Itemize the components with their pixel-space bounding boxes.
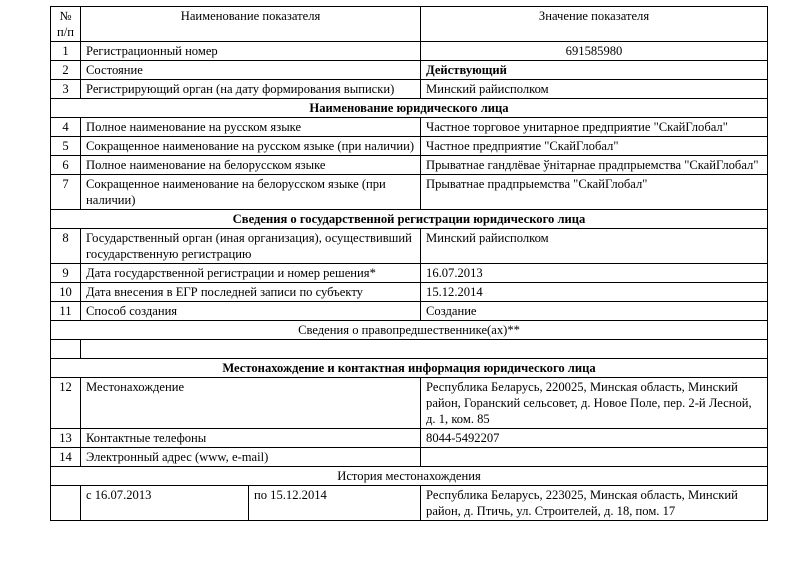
row-value: Частное предприятие "СкайГлобал" [421,137,768,156]
row-num: 4 [51,118,81,137]
row-name: Полное наименование на русском языке [81,118,421,137]
predecessor-title: Сведения о правопредшественнике(ах)** [51,321,768,340]
table-row [51,302,768,321]
row-num: 11 [51,302,81,321]
history-from: с 16.07.2013 [81,486,249,521]
table-row [51,429,768,448]
table-row [51,137,768,156]
row-num: 6 [51,156,81,175]
row-num: 2 [51,61,81,80]
row-value: Создание [421,302,768,321]
row-name: Сокращенное наименование на белорусском языке (при наличии) [81,175,421,210]
row-value [421,448,768,467]
row-num: 10 [51,283,81,302]
row-num: 7 [51,175,81,210]
table-row [51,229,768,264]
header-num: № п/п [51,7,81,42]
table-row [51,80,768,99]
row-value: Частное торговое унитарное предприятие "СкайГлобал" [421,118,768,137]
table-row [51,264,768,283]
section-row [51,321,768,340]
row-value: Республика Беларусь, 220025, Минская область, Минский район, Горанский сельсовет, д. Новое Поле, пер. 2-й Лесной, д. 1, ком. 85 [421,378,768,429]
table-row [51,61,768,80]
empty-cell [51,340,81,359]
registry-extract-table [50,6,768,521]
row-name: Дата внесения в ЕГР последней записи по субъекту [81,283,421,302]
section-title: Местонахождение и контактная информация юридического лица [51,359,768,378]
row-name: Способ создания [81,302,421,321]
row-name: Электронный адрес (www, e-mail) [81,448,421,467]
section-row [51,99,768,118]
row-value: Прыватнае гандлёвае ўнітарнае прадпрыемства "СкайГлобал" [421,156,768,175]
empty-cell [51,486,81,521]
row-value: Минский райисполком [421,80,768,99]
table-row [51,118,768,137]
section-row [51,467,768,486]
row-num: 14 [51,448,81,467]
row-value: Действующий [421,61,768,80]
table-row [51,42,768,61]
history-row [51,486,768,521]
row-name: Состояние [81,61,421,80]
history-address: Республика Беларусь, 223025, Минская область, Минский район, д. Птичь, ул. Строителей, д. 18, пом. 17 [421,486,768,521]
row-value: 16.07.2013 [421,264,768,283]
history-title: История местонахождения [51,467,768,486]
header-name: Наименование показателя [81,7,421,42]
row-value: Минский райисполком [421,229,768,264]
row-name: Регистрирующий орган (на дату формирования выписки) [81,80,421,99]
row-name: Контактные телефоны [81,429,421,448]
empty-row [51,340,768,359]
row-name: Дата государственной регистрации и номер решения* [81,264,421,283]
row-name: Местонахождение [81,378,421,429]
row-num: 1 [51,42,81,61]
history-to: по 15.12.2014 [249,486,421,521]
row-num: 9 [51,264,81,283]
row-value: Прыватнае прадпрыемства "СкайГлобал" [421,175,768,210]
row-num: 3 [51,80,81,99]
empty-cell [81,340,768,359]
table-row [51,175,768,210]
table-row [51,448,768,467]
row-num: 12 [51,378,81,429]
row-name: Государственный орган (иная организация), осуществивший государственную регистрацию [81,229,421,264]
table-header-row [51,7,768,42]
row-value: 691585980 [421,42,768,61]
section-title: Сведения о государственной регистрации юридического лица [51,210,768,229]
row-name: Полное наименование на белорусском языке [81,156,421,175]
header-value: Значение показателя [421,7,768,42]
table-row [51,378,768,429]
row-value: 8044-5492207 [421,429,768,448]
section-row [51,359,768,378]
row-name: Сокращенное наименование на русском языке (при наличии) [81,137,421,156]
row-num: 13 [51,429,81,448]
table-row [51,156,768,175]
row-value: 15.12.2014 [421,283,768,302]
row-num: 8 [51,229,81,264]
section-row [51,210,768,229]
row-name: Регистрационный номер [81,42,421,61]
section-title: Наименование юридического лица [51,99,768,118]
row-num: 5 [51,137,81,156]
table-row [51,283,768,302]
